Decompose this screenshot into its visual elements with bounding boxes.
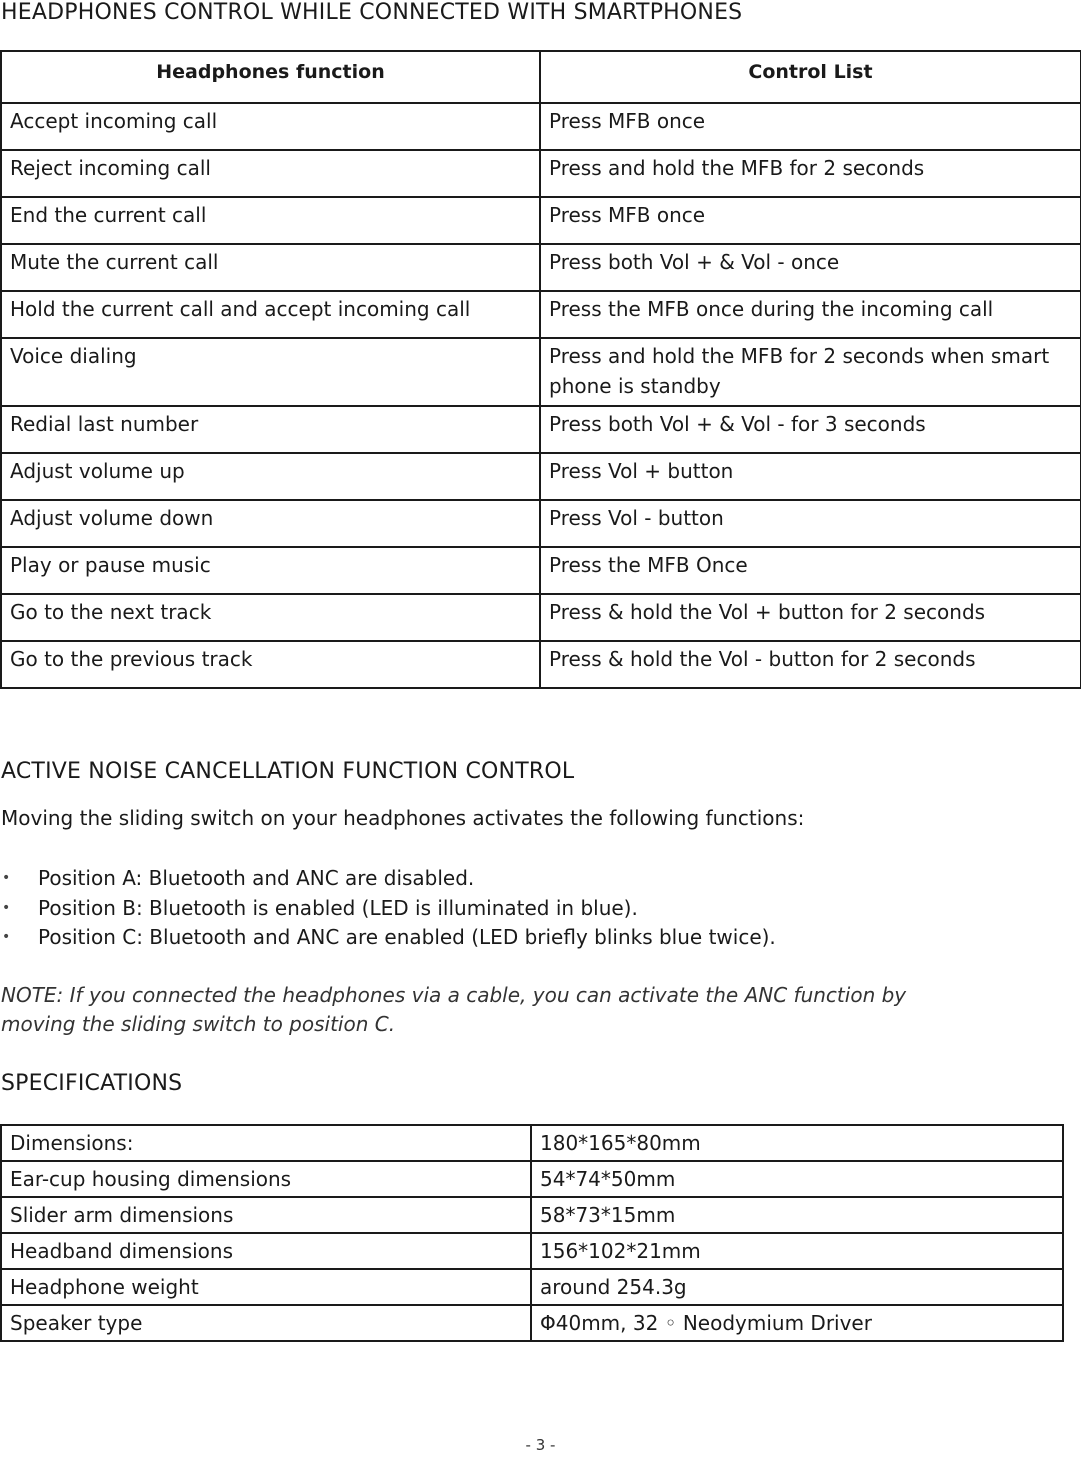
spec-value-cell: Φ40mm, 32 ◦ Neodymium Driver [531, 1305, 1063, 1341]
list-item-text: Position C: Bluetooth and ANC are enabled (LED briefly blinks blue twice). [38, 925, 776, 949]
control-cell: Press both Vol + & Vol - for 3 seconds [540, 406, 1081, 453]
control-cell: Press MFB once [540, 197, 1081, 244]
control-cell: Press and hold the MFB for 2 seconds when smart phone is standby [540, 338, 1081, 406]
spec-label-cell: Headphone weight [1, 1269, 531, 1305]
function-cell: Go to the next track [1, 594, 540, 641]
table-row [1, 1269, 1063, 1305]
note-line: moving the sliding switch to position C. [1, 1012, 396, 1036]
list-item-text: Position A: Bluetooth and ANC are disabled. [38, 866, 475, 890]
control-cell: Press Vol + button [540, 453, 1081, 500]
bullet-icon: • [2, 929, 11, 945]
control-cell: Press Vol - button [540, 500, 1081, 547]
function-cell: Go to the previous track [1, 641, 540, 688]
table-row [1, 150, 1081, 197]
spec-label-cell: Dimensions: [1, 1125, 531, 1161]
function-cell: Reject incoming call [1, 150, 540, 197]
function-cell: End the current call [1, 197, 540, 244]
table-row [1, 641, 1081, 688]
spec-label-cell: Headband dimensions [1, 1233, 531, 1269]
list-item [0, 894, 776, 924]
spec-label-cell: Slider arm dimensions [1, 1197, 531, 1233]
column-header-control: Control List [540, 51, 1081, 103]
table-row [1, 338, 1081, 406]
list-item-text: Position B: Bluetooth is enabled (LED is illuminated in blue). [38, 895, 638, 920]
anc-position-list [0, 864, 776, 953]
controls-table [0, 50, 1081, 689]
spec-value-cell: 58*73*15mm [531, 1197, 1063, 1233]
function-cell: Play or pause music [1, 547, 540, 594]
spec-value-cell: 180*165*80mm [531, 1125, 1063, 1161]
anc-intro-text: Moving the sliding switch on your headphones activates the following functions: [1, 806, 805, 830]
table-row [1, 453, 1081, 500]
function-cell: Hold the current call and accept incoming call [1, 291, 540, 338]
function-cell: Voice dialing [1, 338, 540, 406]
list-item [0, 923, 776, 953]
function-cell: Adjust volume up [1, 453, 540, 500]
bullet-icon: • [2, 870, 11, 886]
table-row [1, 1125, 1063, 1161]
table-row [1, 594, 1081, 641]
bullet-icon: • [2, 899, 11, 916]
note-line: NOTE: If you connected the headphones via a cable, you can activate the ANC function by [1, 983, 907, 1007]
table-row [1, 103, 1081, 150]
spec-value-cell: 156*102*21mm [531, 1233, 1063, 1269]
list-item [0, 864, 776, 894]
anc-note [1, 981, 906, 1039]
table-row [1, 547, 1081, 594]
control-cell: Press MFB once [540, 103, 1081, 150]
function-cell: Accept incoming call [1, 103, 540, 150]
table-row [1, 197, 1081, 244]
function-cell: Adjust volume down [1, 500, 540, 547]
table-row [1, 1233, 1063, 1269]
table-row [1, 1161, 1063, 1197]
table-row [1, 244, 1081, 291]
control-cell: Press the MFB Once [540, 547, 1081, 594]
control-cell: Press both Vol + & Vol - once [540, 244, 1081, 291]
spec-label-cell: Speaker type [1, 1305, 531, 1341]
control-cell: Press & hold the Vol + button for 2 seconds [540, 594, 1081, 641]
table-header-row [1, 51, 1081, 103]
page-number: - 3 - [525, 1436, 556, 1454]
controls-section-title: HEADPHONES CONTROL WHILE CONNECTED WITH SMARTPHONES [1, 0, 743, 25]
table-row [1, 1305, 1063, 1341]
anc-section-title: ACTIVE NOISE CANCELLATION FUNCTION CONTROL [1, 759, 575, 784]
function-cell: Redial last number [1, 406, 540, 453]
table-row [1, 406, 1081, 453]
spec-value-cell: around 254.3g [531, 1269, 1063, 1305]
table-row [1, 1197, 1063, 1233]
table-row [1, 291, 1081, 338]
control-cell: Press and hold the MFB for 2 seconds [540, 150, 1081, 197]
spec-label-cell: Ear-cup housing dimensions [1, 1161, 531, 1197]
column-header-function: Headphones function [1, 51, 540, 103]
function-cell: Mute the current call [1, 244, 540, 291]
control-cell: Press & hold the Vol - button for 2 seconds [540, 641, 1081, 688]
specs-section-title: SPECIFICATIONS [1, 1071, 183, 1096]
specs-table [0, 1124, 1064, 1342]
spec-value-cell: 54*74*50mm [531, 1161, 1063, 1197]
table-row [1, 500, 1081, 547]
control-cell: Press the MFB once during the incoming call [540, 291, 1081, 338]
